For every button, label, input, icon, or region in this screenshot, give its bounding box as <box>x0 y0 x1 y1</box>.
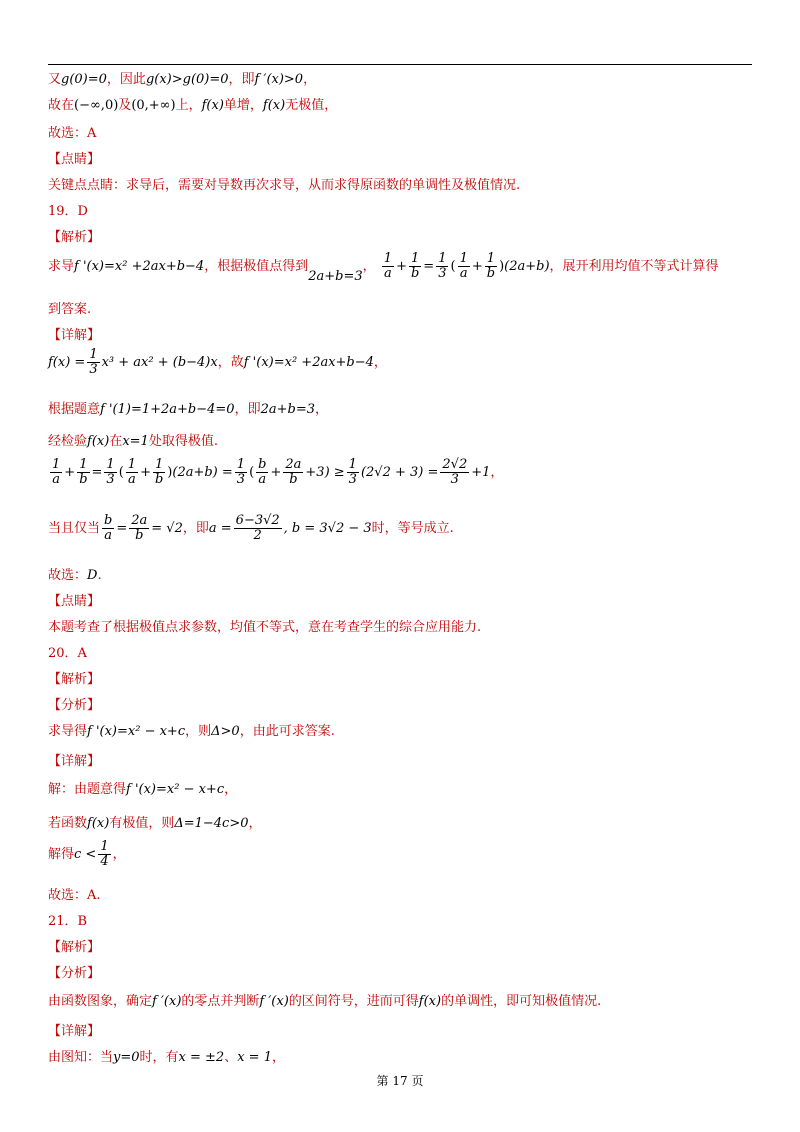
math: , b = 3√2 − 3 <box>283 521 372 536</box>
line-27: 故选：A. <box>48 888 101 903</box>
text: ，即 <box>228 72 255 87</box>
text: ，即 <box>234 402 261 417</box>
text: 求导得 <box>48 724 88 739</box>
math: (2a+b) = <box>172 465 233 480</box>
fraction: $\frac{1}{b}$ <box>79 457 88 487</box>
line-10: 【详解】 <box>48 328 101 343</box>
page-number: 第 17 页 <box>376 1074 424 1088</box>
math: x = 1 <box>237 1050 272 1065</box>
math: 2a+b=3 <box>260 402 315 417</box>
line-16 <box>48 564 102 583</box>
fraction: $\frac{1}{3}$ <box>236 457 246 487</box>
text: 由函数图象，确定 <box>48 994 153 1009</box>
text: 的零点并判断 <box>181 994 260 1009</box>
fraction: $\frac{b}{a}$ <box>258 457 267 487</box>
line-4: 【点睛】 <box>48 152 101 167</box>
math: f '(x)=x² − x+c <box>126 782 225 797</box>
fraction: $\frac{1}{3}$ <box>89 347 98 377</box>
line-30: 【分析】 <box>48 966 101 981</box>
text: 、 <box>224 1050 238 1065</box>
text: 由图知：当 <box>48 1050 114 1065</box>
math: f(x) <box>87 816 110 831</box>
line-23: 【详解】 <box>48 754 101 769</box>
text: 无极值， <box>285 98 338 113</box>
text: 又 <box>48 72 62 87</box>
math: f ′(x)>0 <box>254 72 304 87</box>
text: 时，有 <box>139 1050 179 1065</box>
text: . <box>97 568 102 583</box>
text: ， <box>315 402 329 417</box>
text: ， <box>490 465 504 480</box>
math: (2a+b) <box>504 259 550 274</box>
text: 当且仅当 <box>48 521 101 536</box>
line-26 <box>48 840 126 869</box>
math: f '(x)=x² +2ax+b−4 <box>243 355 374 370</box>
text: 解得 <box>48 847 75 862</box>
text: 及 <box>118 98 132 113</box>
math: f(x) <box>262 98 286 113</box>
fraction: $\frac{1}{b}$ <box>410 251 420 281</box>
fraction: $\frac{b}{a}$ <box>104 513 113 543</box>
math: (0,+∞) <box>131 98 176 113</box>
text: 上， <box>175 98 202 113</box>
line-3: 故选：A <box>48 126 97 141</box>
line-17: 【点睛】 <box>48 594 101 609</box>
line-25 <box>48 812 262 831</box>
math: f(x) <box>201 98 224 113</box>
fraction: $\frac{1}{b}$ <box>486 251 496 281</box>
math: Δ=1−4c>0 <box>174 816 249 831</box>
text: 经检验 <box>48 434 88 449</box>
math: f '(x)=x² +2ax+b−4 <box>74 259 205 274</box>
math: x = ±2 <box>178 1050 225 1065</box>
fraction: $\frac{1}{b}$ <box>154 457 164 487</box>
text: 时，等号成立. <box>371 521 454 536</box>
fraction: $\frac{2a}{b}$ <box>285 457 302 487</box>
line-33 <box>48 1046 285 1065</box>
math: f '(x)=x² − x+c <box>87 724 186 739</box>
line-5: 关键点点睛：求导后，需要对导数再次求导，从而求得原函数的单调性及极值情况. <box>48 178 521 193</box>
math: (−∞,0) <box>74 98 119 113</box>
text: 解：由题意得 <box>48 782 127 797</box>
math: f(x) <box>418 994 442 1009</box>
text: ，即 <box>182 521 209 536</box>
line-11: f(x) = $\frac{1}{3}$ x³ + ax² + (b−4)x，故f '(x)=x² +2ax+b−4， <box>48 347 387 377</box>
math: f(x) <box>87 434 110 449</box>
math: g(x)>g(0)=0 <box>145 72 229 87</box>
fraction: $\frac{1}{3}$ <box>438 251 447 281</box>
math: x³ + ax² + (b−4)x <box>101 355 218 370</box>
line-21: 【分析】 <box>48 698 101 713</box>
text: 的单调性，即可知极值情况. <box>441 994 602 1009</box>
text: 有极值，则 <box>109 816 175 831</box>
math: y=0 <box>113 1050 140 1065</box>
math: (2√2 + 3) = <box>360 465 439 480</box>
text: 根据题意 <box>48 402 101 417</box>
line-6: 19．D <box>48 204 88 219</box>
math: 2a+b=3 <box>308 269 363 284</box>
text: ， <box>112 847 126 862</box>
math: +3) ≥ <box>305 465 345 480</box>
math: f '(1)=1+2a+b−4=0 <box>100 402 235 417</box>
fraction: $\frac{6-3√2}{2}$ <box>235 513 280 543</box>
text: ， <box>271 1050 285 1065</box>
fraction: $\frac{1}{3}$ <box>106 457 115 487</box>
text: 求导 <box>48 259 75 274</box>
line-29: 【解析】 <box>48 940 101 955</box>
math: +1 <box>471 465 491 480</box>
text: ，由此可求答案. <box>239 724 335 739</box>
text: 若函数 <box>48 816 88 831</box>
text: ， <box>373 355 387 370</box>
text: 故在 <box>48 98 75 113</box>
text: 的区间符号，进而可得 <box>288 994 419 1009</box>
fraction: $\frac{2a}{b}$ <box>131 513 148 543</box>
math: c < <box>74 847 97 862</box>
text: ， <box>248 816 262 831</box>
math: f ′(x) <box>152 994 182 1009</box>
line-22 <box>48 720 335 739</box>
line-13 <box>48 430 218 449</box>
math: D <box>87 568 98 583</box>
math: g(0)=0 <box>61 72 107 87</box>
line-15: 当且仅当 $\frac{b}{a}$ = $\frac{2a}{b}$ = √2，即a = $\frac{6-3√2}{2}$ , b = 3√2 − 3时，等号成立. <box>48 513 454 543</box>
text: ，根据极值点得到 <box>204 259 309 274</box>
fraction: $\frac{1}{a}$ <box>127 457 137 487</box>
text: ，因此 <box>106 72 146 87</box>
line-12 <box>48 398 328 417</box>
text: 单增， <box>223 98 263 113</box>
line-9: 到答案. <box>48 302 92 317</box>
line-2 <box>48 94 337 113</box>
line-19: 20．A <box>48 646 87 661</box>
fraction: $\frac{2√2}{3}$ <box>442 457 468 487</box>
line-14: $\frac{1}{a}$ + $\frac{1}{b}$ = $\frac{1}{3}$ ( $\frac{1}{a}$ + $\frac{1}{b}$ )(2a+b) = $\frac{1}{3}$ ( $\frac{b}{a}$ + $\frac{2a}{b}$ +3) ≥ $\frac{1}{3}$ (2√2 + 3) = $\frac{2√2}{3}$ +1， <box>52 457 504 487</box>
text: 处取得极值. <box>148 434 218 449</box>
line-7: 【解析】 <box>48 230 101 245</box>
text: ，展开利用均值不等式计算得 <box>549 259 719 274</box>
header-rule <box>48 64 752 65</box>
text: ，则 <box>185 724 212 739</box>
line-1 <box>48 68 316 87</box>
fraction: $\frac{1}{a}$ <box>383 251 393 281</box>
fraction: $\frac{1}{a}$ <box>459 251 468 281</box>
text: ， <box>303 72 317 87</box>
line-8: 求导f '(x)=x² +2ax+b−4，根据极值点得到2a+b=3， $\frac{1}{a}$ + $\frac{1}{b}$ = $\frac{1}{3}$ ( $\frac{1}{a}$ + $\frac{1}{b}$ )(2a+b)，展开利用均值不等式计算得 <box>48 251 719 284</box>
text: ， <box>362 259 376 274</box>
line-18: 本题考查了根据极值点求参数，均值不等式，意在考查学生的综合应用能力. <box>48 620 482 635</box>
line-20: 【解析】 <box>48 672 101 687</box>
math: Δ>0 <box>211 724 240 739</box>
math: = √2 <box>151 521 183 536</box>
text: 故选： <box>48 568 88 583</box>
line-28: 21．B <box>48 914 88 929</box>
fraction: $\frac{1}{a}$ <box>52 457 61 487</box>
text: ， <box>224 782 238 797</box>
line-24 <box>48 778 237 797</box>
line-32: 【详解】 <box>48 1024 101 1039</box>
line-31 <box>48 990 601 1009</box>
math: f ′(x) <box>259 994 289 1009</box>
fraction: $\frac{1}{3}$ <box>348 457 357 487</box>
text: ，故 <box>217 355 244 370</box>
text: 在 <box>109 434 123 449</box>
fraction: $\frac{1}{4}$ <box>100 839 109 869</box>
math: x=1 <box>122 434 149 449</box>
